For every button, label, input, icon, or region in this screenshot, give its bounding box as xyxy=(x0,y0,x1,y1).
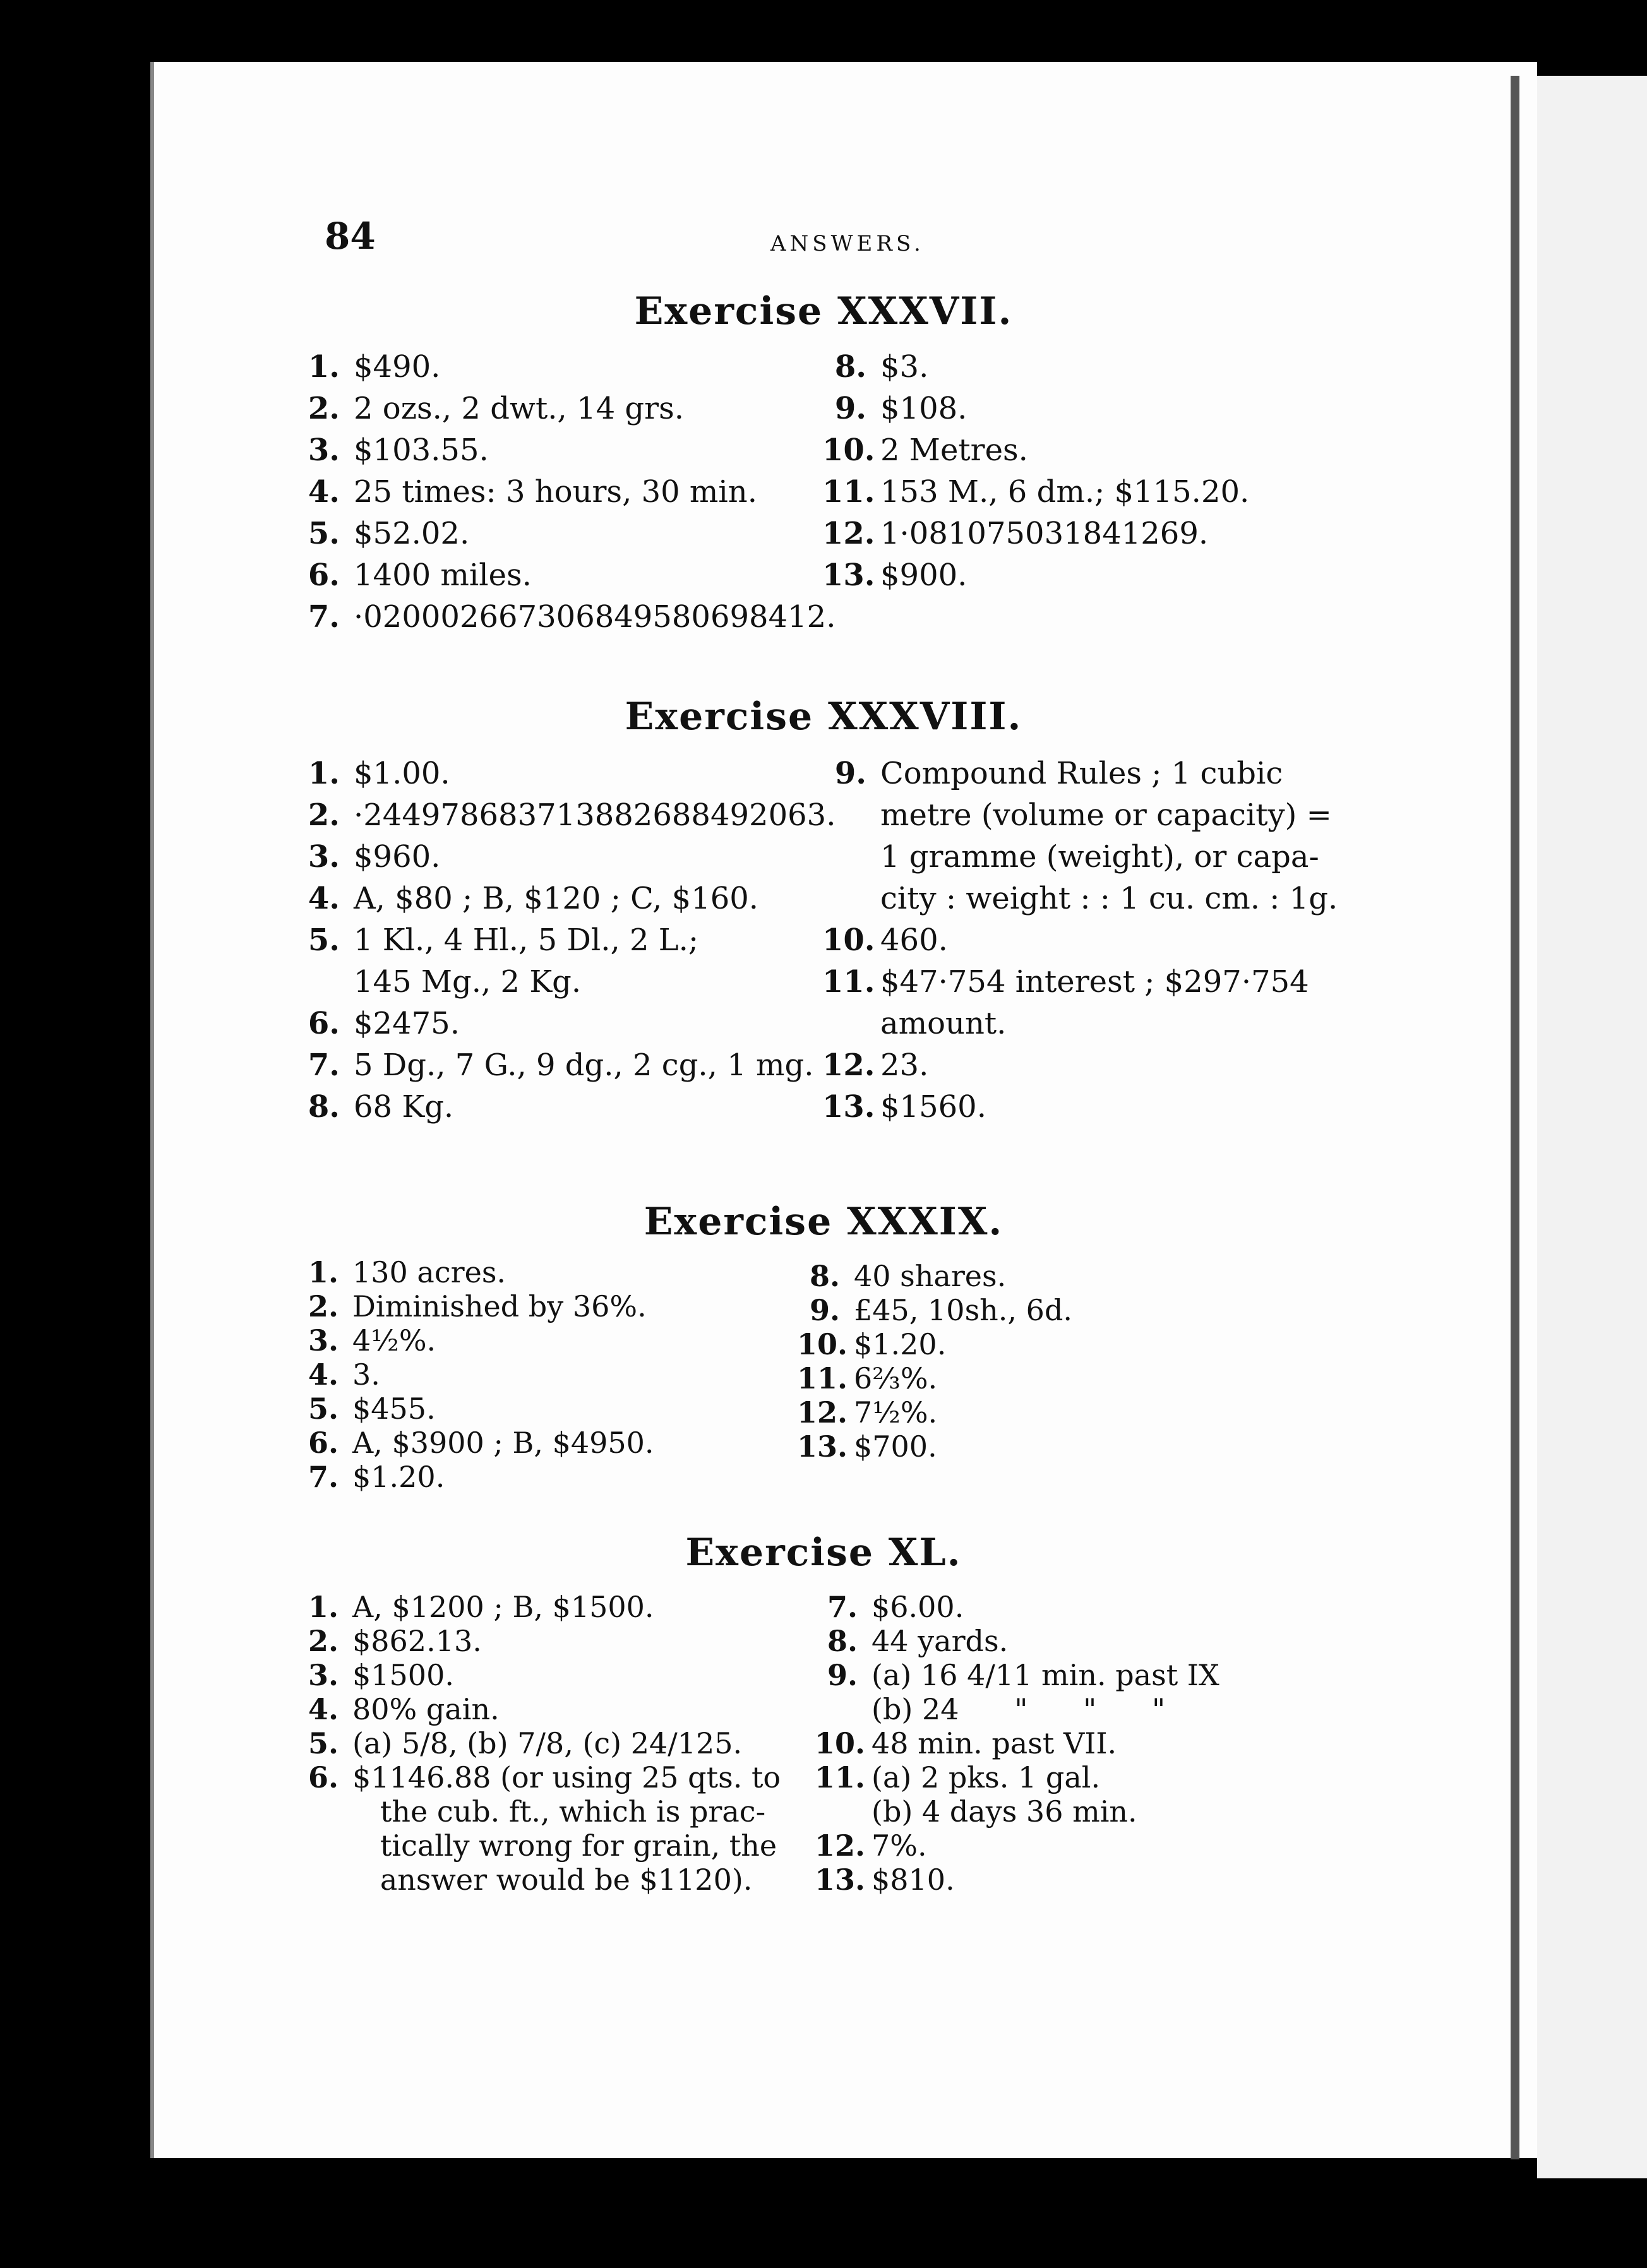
answer-number: 9. xyxy=(809,1293,840,1327)
answer-text: 7½%. xyxy=(854,1395,938,1429)
answer-number: 8. xyxy=(308,1089,340,1125)
answer-item xyxy=(296,794,835,836)
exercise-xl-right-column xyxy=(815,1590,1219,1897)
answer-item xyxy=(296,1392,654,1426)
answer-number xyxy=(296,1863,338,1897)
answer-item xyxy=(797,1395,1072,1429)
answer-number: 3. xyxy=(308,433,340,468)
answer-item xyxy=(296,1289,654,1323)
answer-text: (b) 4 days 36 min. xyxy=(871,1794,1137,1829)
answer-text: ·020002667306849580698412. xyxy=(354,599,836,635)
answer-item xyxy=(296,1003,835,1044)
answer-number: 13. xyxy=(822,1089,875,1125)
answer-number: 9. xyxy=(827,1658,858,1692)
answer-text: $455. xyxy=(352,1392,436,1426)
answer-text: A, $80 ; B, $120 ; C, $160. xyxy=(354,881,759,916)
answer-text: $6.00. xyxy=(871,1590,964,1624)
answer-item xyxy=(822,388,1249,429)
answer-number: 11. xyxy=(822,474,875,510)
answer-item xyxy=(815,1726,1219,1760)
answer-number: 12. xyxy=(797,1395,848,1429)
answer-item xyxy=(296,961,835,1003)
answer-number: 7. xyxy=(308,1460,338,1494)
answer-text: $862.13. xyxy=(352,1624,482,1658)
answer-text: 80% gain. xyxy=(352,1692,500,1726)
answer-item xyxy=(296,1460,654,1494)
answer-text: $900. xyxy=(880,558,967,593)
answer-text: 25 times: 3 hours, 30 min. xyxy=(354,474,757,510)
answer-item xyxy=(296,388,835,429)
answer-number: 13. xyxy=(815,1863,866,1897)
answer-item xyxy=(822,919,1338,961)
answer-number: 1. xyxy=(308,1590,338,1624)
answer-text: the cub. ft., which is prac- xyxy=(352,1794,766,1829)
answer-text: £45, 10sh., 6d. xyxy=(854,1293,1073,1327)
exercise-title-xl: Exercise XL. xyxy=(685,1531,962,1575)
answer-text: 460. xyxy=(880,922,948,958)
answer-item xyxy=(296,1794,781,1829)
answer-item xyxy=(815,1692,1219,1726)
answer-item xyxy=(822,836,1338,878)
answer-number: 10. xyxy=(797,1327,848,1361)
answer-item xyxy=(296,836,835,878)
answer-item xyxy=(296,753,835,794)
answer-item xyxy=(296,554,835,596)
answer-item xyxy=(296,1726,781,1760)
answer-text: 68 Kg. xyxy=(354,1089,454,1125)
answer-text: $108. xyxy=(880,391,967,426)
answer-number: 3. xyxy=(308,1658,338,1692)
answer-item xyxy=(815,1658,1219,1692)
answer-number: 6. xyxy=(308,1760,338,1794)
answer-number: 2. xyxy=(308,1289,338,1323)
answer-item xyxy=(822,554,1249,596)
answer-number xyxy=(296,961,340,1003)
answer-number: 3. xyxy=(308,1323,338,1358)
answer-text: Diminished by 36%. xyxy=(352,1289,647,1323)
answer-text: 48 min. past VII. xyxy=(871,1726,1117,1760)
answer-text: (a) 2 pks. 1 gal. xyxy=(871,1760,1101,1794)
answer-text: (a) 16 4/11 min. past IX xyxy=(871,1658,1219,1692)
answer-number: 10. xyxy=(815,1726,866,1760)
answer-text: 4½%. xyxy=(352,1323,436,1358)
exercise-xxxix-right-column xyxy=(797,1259,1072,1464)
answer-number xyxy=(822,878,866,919)
answer-text: 153 M., 6 dm.; $115.20. xyxy=(880,474,1250,510)
exercise-xxxviii-left-column xyxy=(296,753,835,1128)
answer-item xyxy=(296,1863,781,1897)
answer-number: 10. xyxy=(822,922,875,958)
answer-number xyxy=(822,794,866,836)
answer-number: 11. xyxy=(822,964,875,1000)
answer-text: 5 Dg., 7 G., 9 dg., 2 cg., 1 mg. xyxy=(354,1047,814,1083)
exercise-xxxviii-right-column xyxy=(822,753,1338,1128)
answer-item xyxy=(822,753,1338,794)
answer-number xyxy=(822,836,866,878)
answer-number: 4. xyxy=(308,1692,338,1726)
answer-text: $490. xyxy=(354,349,441,385)
answer-item xyxy=(815,1794,1219,1829)
answer-number: 8. xyxy=(834,349,866,385)
answer-item xyxy=(797,1293,1072,1327)
answer-text: 2 Metres. xyxy=(880,433,1028,468)
answer-text: 2 ozs., 2 dwt., 14 grs. xyxy=(354,391,684,426)
answer-number: 1. xyxy=(308,349,340,385)
answer-item xyxy=(296,1255,654,1289)
answer-number: 5. xyxy=(308,922,340,958)
answer-item xyxy=(822,513,1249,554)
exercise-title-xxxviii: Exercise XXXVIII. xyxy=(625,695,1022,739)
answer-text: tically wrong for grain, the xyxy=(352,1829,777,1863)
answer-text: city : weight : : 1 cu. cm. : 1g. xyxy=(880,881,1338,916)
answer-text: metre (volume or capacity) = xyxy=(880,797,1332,833)
answer-item xyxy=(822,1003,1338,1044)
answer-text: A, $1200 ; B, $1500. xyxy=(352,1590,654,1624)
answer-item xyxy=(822,1086,1338,1128)
answer-text: $1560. xyxy=(880,1089,986,1125)
answer-item xyxy=(296,1590,781,1624)
answer-text: 1400 miles. xyxy=(354,558,532,593)
answer-number: 6. xyxy=(308,558,340,593)
exercise-title-xxxvii: Exercise XXXVII. xyxy=(634,289,1013,333)
answer-text: $960. xyxy=(354,839,441,874)
exercise-xxxvii-right-column xyxy=(822,346,1249,596)
answer-text: 44 yards. xyxy=(871,1624,1009,1658)
answer-number: 9. xyxy=(834,756,866,791)
answer-text: 1 gramme (weight), or capa- xyxy=(880,839,1319,874)
answer-text: 145 Mg., 2 Kg. xyxy=(354,964,582,1000)
answer-item xyxy=(296,1426,654,1460)
answer-text: 3. xyxy=(352,1358,380,1392)
answer-text: $1.20. xyxy=(352,1460,445,1494)
answer-number: 7. xyxy=(308,599,340,635)
answer-item xyxy=(296,1692,781,1726)
answer-item xyxy=(815,1760,1219,1794)
answer-text: $1500. xyxy=(352,1658,454,1692)
answer-number: 8. xyxy=(809,1259,840,1293)
answer-number: 3. xyxy=(308,839,340,874)
answer-item xyxy=(296,1760,781,1794)
answer-item xyxy=(797,1259,1072,1293)
answer-number: 9. xyxy=(834,391,866,426)
answer-number: 4. xyxy=(308,1358,338,1392)
answer-item xyxy=(296,596,835,638)
answer-item xyxy=(815,1829,1219,1863)
answer-number: 10. xyxy=(822,433,875,468)
answer-text: $47·754 interest ; $297·754 xyxy=(880,964,1309,1000)
answer-item xyxy=(822,1044,1338,1086)
answer-item xyxy=(822,429,1249,471)
answer-number xyxy=(296,1794,338,1829)
answer-number: 11. xyxy=(797,1361,848,1395)
answer-item xyxy=(296,471,835,513)
answer-text: $52.02. xyxy=(354,516,470,551)
answer-item xyxy=(822,471,1249,513)
answer-text: $3. xyxy=(880,349,929,385)
running-head: ANSWERS. xyxy=(770,231,925,256)
answer-number: 2. xyxy=(308,391,340,426)
answer-item xyxy=(296,1086,835,1128)
answer-number: 12. xyxy=(822,516,875,551)
answer-item xyxy=(815,1624,1219,1658)
answer-item xyxy=(296,1829,781,1863)
answer-text: $103.55. xyxy=(354,433,489,468)
answer-item xyxy=(822,878,1338,919)
answer-item xyxy=(296,346,835,388)
answer-text: amount. xyxy=(880,1006,1007,1041)
answer-number: 5. xyxy=(308,516,340,551)
answer-number: 7. xyxy=(827,1590,858,1624)
answer-number: 1. xyxy=(308,1255,338,1289)
answer-item xyxy=(296,1624,781,1658)
answer-number: 5. xyxy=(308,1392,338,1426)
book-spine xyxy=(1511,76,1519,2159)
answer-item xyxy=(797,1429,1072,1464)
answer-number xyxy=(296,1829,338,1863)
answer-number: 13. xyxy=(822,558,875,593)
facing-page-edge xyxy=(1537,76,1647,2178)
page-number: 84 xyxy=(325,215,376,258)
answer-number xyxy=(815,1794,858,1829)
answer-text: $1.20. xyxy=(854,1327,947,1361)
answer-text: 130 acres. xyxy=(352,1255,506,1289)
answer-number: 6. xyxy=(308,1006,340,1041)
answer-text: $1.00. xyxy=(354,756,450,791)
answer-item xyxy=(296,1658,781,1692)
answer-number: 6. xyxy=(308,1426,338,1460)
answer-text: 23. xyxy=(880,1047,929,1083)
answer-item xyxy=(797,1361,1072,1395)
answer-item xyxy=(296,513,835,554)
answer-number xyxy=(815,1692,858,1726)
exercise-xxxvii-left-column xyxy=(296,346,835,638)
answer-number: 4. xyxy=(308,881,340,916)
answer-item xyxy=(296,1044,835,1086)
answer-number: 13. xyxy=(797,1429,848,1464)
answer-text: $810. xyxy=(871,1863,955,1897)
exercise-xxxix-left-column xyxy=(296,1255,654,1494)
answer-item xyxy=(822,346,1249,388)
answer-text: $2475. xyxy=(354,1006,460,1041)
answer-text: 40 shares. xyxy=(854,1259,1007,1293)
answer-text: 1 Kl., 4 Hl., 5 Dl., 2 L.; xyxy=(354,922,699,958)
answer-number: 11. xyxy=(815,1760,866,1794)
exercise-xl-left-column xyxy=(296,1590,781,1897)
answer-item xyxy=(296,429,835,471)
answer-number: 1. xyxy=(308,756,340,791)
answer-number: 12. xyxy=(815,1829,866,1863)
answer-item xyxy=(822,961,1338,1003)
answer-item xyxy=(296,1358,654,1392)
answer-item xyxy=(822,794,1338,836)
answer-item xyxy=(815,1863,1219,1897)
answer-number: 2. xyxy=(308,797,340,833)
answer-text: (a) 5/8, (b) 7/8, (c) 24/125. xyxy=(352,1726,743,1760)
answer-number xyxy=(822,1003,866,1044)
exercise-title-xxxix: Exercise XXXIX. xyxy=(644,1200,1003,1244)
answer-text: answer would be $1120). xyxy=(352,1863,753,1897)
answer-number: 7. xyxy=(308,1047,340,1083)
answer-text: (b) 24 " " " xyxy=(871,1692,1166,1726)
answer-text: Compound Rules ; 1 cubic xyxy=(880,756,1283,791)
answer-item xyxy=(296,878,835,919)
answer-item xyxy=(797,1327,1072,1361)
answer-text: 1·081075031841269. xyxy=(880,516,1209,551)
answer-item xyxy=(296,1323,654,1358)
answer-text: ·244978683713882688492063. xyxy=(354,797,836,833)
answer-number: 8. xyxy=(827,1624,858,1658)
answer-text: A, $3900 ; B, $4950. xyxy=(352,1426,654,1460)
answer-item xyxy=(815,1590,1219,1624)
answer-number: 2. xyxy=(308,1624,338,1658)
answer-number: 5. xyxy=(308,1726,338,1760)
answer-number: 4. xyxy=(308,474,340,510)
answer-text: $1146.88 (or using 25 qts. to xyxy=(352,1760,781,1794)
answer-item xyxy=(296,919,835,961)
answer-text: 7%. xyxy=(871,1829,927,1863)
answer-text: 6⅔%. xyxy=(854,1361,938,1395)
answer-text: $700. xyxy=(854,1429,937,1464)
answer-number: 12. xyxy=(822,1047,875,1083)
